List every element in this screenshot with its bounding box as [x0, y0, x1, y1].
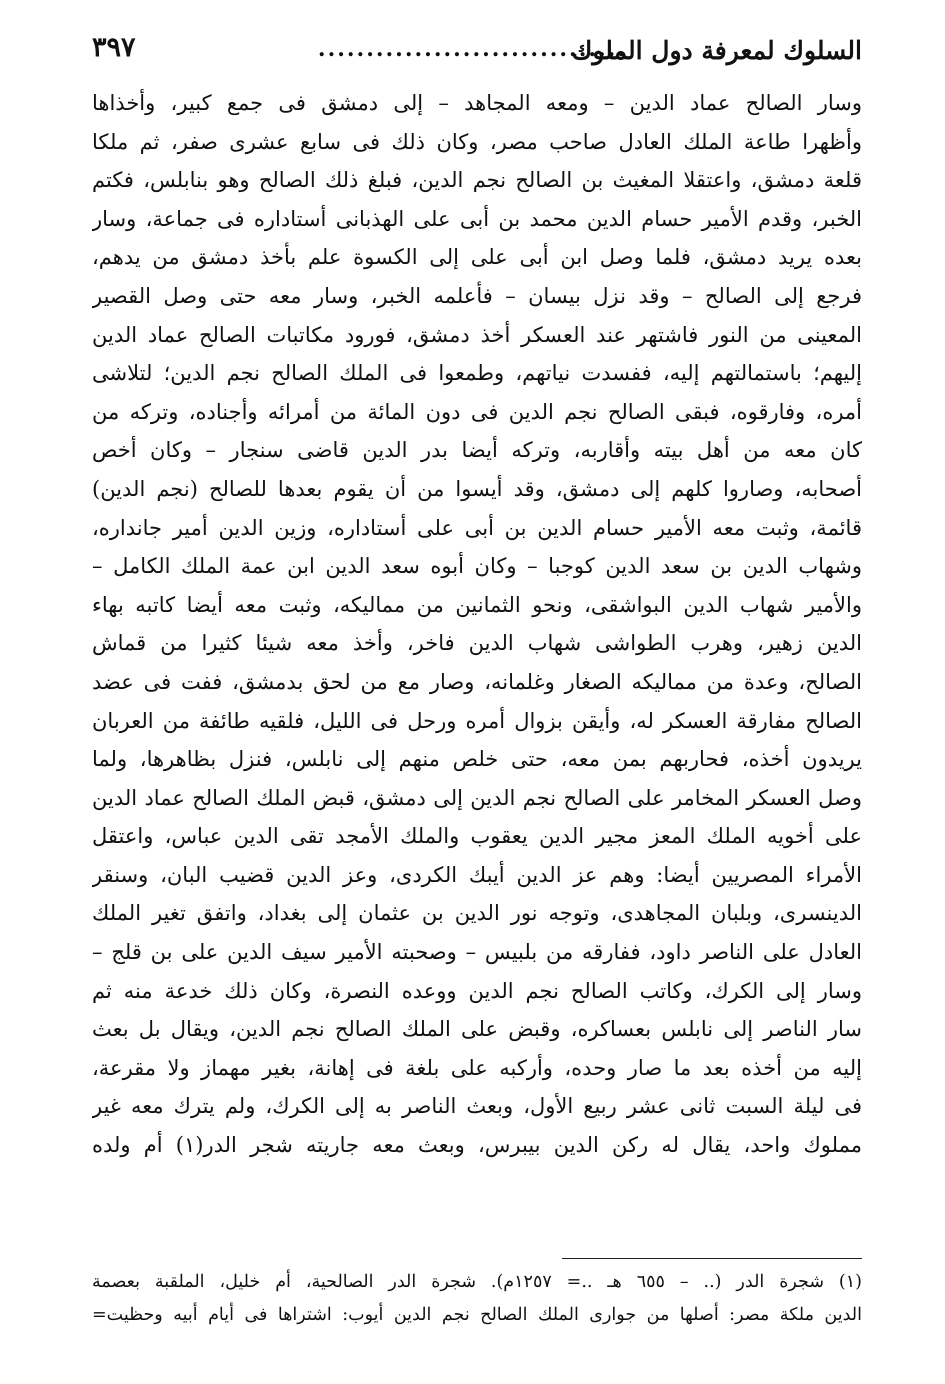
text-line: إليه من أخذه بعد ما صار وحده، وأركبه على بلغة فى إهانة، بغير مهماز ولا مقرعة،	[92, 1055, 862, 1080]
footnote-line: الدين ملكة مصر: أصلها من جوارى الملك الصالح نجم الدين أيوب: اشتراها فى أيام أبيه وحظيت=	[92, 1305, 862, 1325]
book-title: السلوك لمعرفة دول الملوك	[571, 36, 862, 65]
footnote-divider	[562, 1258, 862, 1259]
text-line: وصل العسكر المخامر على الصالح نجم الدين إلى دمشق، قبض الملك الصالح عماد الدين	[92, 785, 862, 810]
page-number: ٣٩٧	[92, 32, 136, 63]
text-line: فى ليلة السبت ثانى عشر ربيع الأول، وبعث الناصر به إلى الكرك، ولم يترك معه غير	[92, 1094, 862, 1119]
running-header	[92, 30, 862, 78]
text-line: فرجع إلى الصالح – وقد نزل بيسان – فأعلمه الخبر، وسار معه حتى وصل القصير	[92, 283, 862, 308]
text-line: قلعة دمشق، واعتقلا المغيث بن الصالح نجم الدين، فبلغ ذلك الصالح وهو بنابلس، فكتم	[92, 168, 862, 193]
text-line: أصحابه، وصاروا كلهم إلى دمشق، وقد أيسوا من أن يقوم بعدها للصالح (نجم الدين)	[92, 476, 862, 501]
main-text	[92, 84, 862, 1165]
text-line: المعينى من النور فاشتهر عند العسكر أخذ دمشق، فورود مكاتبات الصالح عماد الدين	[92, 322, 862, 347]
text-line: وشهاب الدين بن سعد الدين كوجبا – وكان أبوه سعد الدين ابن عمة الملك الكامل –	[92, 554, 862, 579]
text-line: الدينسرى، وبلبان المجاهدى، وتوجه نور الدين بن عثمان إلى بغداد، واتفق تغير الملك	[92, 901, 862, 926]
book-page	[92, 30, 862, 1360]
text-line: يريدون أخذه، فحاربهم بمن معه، حتى خلص منهم إلى نابلس، فنزل بظاهرها، ولما	[92, 747, 862, 772]
text-line: والأمير شهاب الدين البواشقى، ونحو الثمانين من مماليكه، وثبت معه أيضا كاتبه بهاء	[92, 592, 862, 617]
text-line: كان معه من أهل بيته وأقاربه، وتركه أيضا بدر الدين قاضى سنجار – وكان أخص	[92, 438, 862, 463]
text-line: إليهم؛ باستمالتهم إليه، ففسدت نياتهم، وطمعوا فى الملك الصالح نجم الدين؛ لتلاشى	[92, 361, 862, 386]
header-leader-dots: ................................	[317, 36, 627, 62]
text-line: سار الناصر إلى نابلس بعساكره، وقبض على الملك الصالح نجم الدين، ويقال بل بعث	[92, 1017, 862, 1042]
text-line: أمره، وفارقوه، فبقى الصالح نجم الدين فى دون المائة من أمرائه وأجناده، وتركه من	[92, 399, 862, 424]
text-line: قائمة، وثبت معه الأمير حسام الدين بن أبى على أستاداره، وزين الدين أمير جانداره،	[92, 515, 862, 540]
text-line: وأظهرا طاعة الملك العادل صاحب مصر، وكان ذلك فى سابع عشرى صفر، ثم ملكا	[92, 129, 862, 154]
text-line: مملوك واحد، يقال له ركن الدين بيبرس، وبعث معه جاريته شجر الدر(١) أم ولده	[92, 1133, 862, 1158]
text-line: الخبر، وقدم الأمير حسام الدين محمد بن أبى على الهذبانى أستاداره فى جماعة، وسار	[92, 206, 862, 231]
text-line: العادل على الناصر داود، ففارقه من بلبيس – وصحبته الأمير سيف الدين على بن قلج –	[92, 940, 862, 965]
footnotes	[92, 1266, 862, 1332]
footnote-line: (١) شجرة الدر (.. – ٦٥٥ هـ ..= ١٢٥٧م). شجرة الدر الصالحية، أم خليل، الملقبة بعصمة	[92, 1272, 862, 1292]
text-line: الصالح مفارقة العسكر له، وأيقن بزوال أمره ورحل فى الليل، فلقيه طائفة من العربان	[92, 708, 862, 733]
text-line: وسار الصالح عماد الدين – ومعه المجاهد – إلى دمشق فى جمع كبير، وأخذاها	[92, 91, 862, 115]
text-line: الصالح، وعدة من مماليكه الصغار وغلمانه، وصار مع من لحق بدمشق، ففت فى عضد	[92, 669, 862, 694]
text-line: وسار إلى الكرك، وكاتب الصالح نجم الدين ووعده النصرة، وكان ذلك خدعة منه ثم	[92, 978, 862, 1003]
text-line: بعده يريد دمشق، فلما وصل ابن أبى على إلى الكسوة علم بأخذ دمشق من يدهم،	[92, 245, 862, 270]
text-line: الأمراء المصريين أيضا: وهم عز الدين أيبك الكردى، وعز الدين قضيب البان، وسنقر	[92, 862, 862, 887]
text-line: على أخويه الملك المعز مجير الدين يعقوب والملك الأمجد تقى الدين عباس، واعتقل	[92, 824, 862, 849]
text-line: الدين زهير، وهرب الطواشى شهاب الدين فاخر، وأخذ معه شيئا كثيرا من قماش	[92, 631, 862, 656]
